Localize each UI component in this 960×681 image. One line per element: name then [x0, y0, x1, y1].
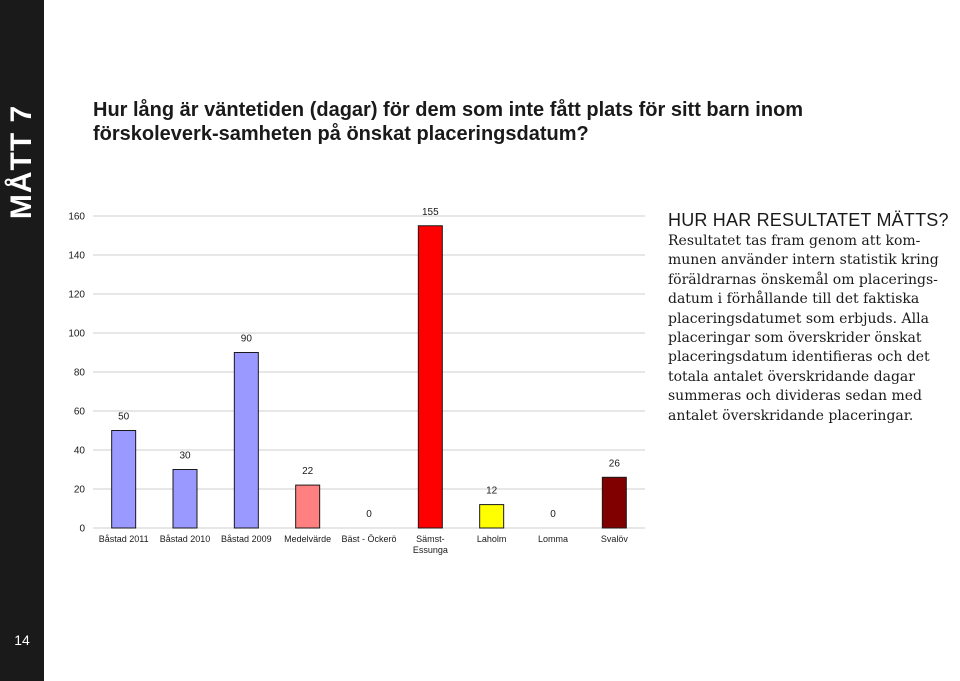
bar [480, 505, 504, 528]
y-tick-label: 160 [68, 211, 85, 223]
x-tick-label: Svalöv [600, 534, 628, 544]
bar [173, 470, 197, 529]
data-label: 26 [608, 458, 620, 470]
bar [602, 477, 626, 528]
y-tick-label: 60 [73, 406, 85, 418]
y-tick-label: 0 [79, 523, 85, 535]
data-label: 30 [179, 450, 191, 462]
bar [112, 431, 136, 529]
x-tick-label: Lomma [537, 534, 569, 544]
x-tick-label: Medelvärde [284, 534, 332, 544]
page-number: 14 [14, 632, 30, 648]
x-tick-label: Laholm [476, 534, 507, 544]
data-label: 22 [302, 466, 314, 478]
data-label: 50 [118, 411, 130, 423]
bar [296, 485, 320, 528]
data-label: 0 [366, 509, 372, 520]
section-label: MÅTT 7 [5, 104, 38, 220]
bar-chart [55, 200, 645, 570]
x-tick-label: Båstad 2009 [221, 534, 272, 544]
info-text: Resultatet tas fram genom att kom-munen använder intern statistik kring föräldrarnas önskemål om placerings-datum i förhållande till det faktiska placeringsdatumet som erbjuds. Alla placeringar som överskrider önskat placeringsdatum identifieras och det totala antalet överskridande dagar summeras och divideras sedan med antalet överskridande placeringar. [668, 233, 939, 424]
page-title: Hur lång är väntetiden (dagar) för dem som inte fått plats för sitt barn inom förskoleverk-samheten på önskat placeringsdatum? [93, 99, 804, 145]
info-heading: HUR HAR RESULTATET MÄTTS? [668, 210, 949, 230]
y-tick-label: 120 [68, 289, 85, 301]
data-label: 155 [421, 206, 439, 218]
data-label: 90 [240, 333, 252, 345]
x-tick-label: Båstad 2011 [98, 534, 149, 544]
data-label: 12 [486, 485, 498, 497]
y-tick-label: 40 [73, 445, 85, 457]
y-tick-label: 100 [68, 328, 85, 340]
data-label: 0 [550, 509, 556, 520]
x-tick-label: Bäst - Öckerö [341, 534, 397, 544]
bars [112, 226, 627, 528]
bar [418, 226, 442, 528]
y-tick-label: 80 [73, 367, 85, 379]
bar [234, 353, 258, 529]
y-tick-label: 140 [68, 250, 85, 262]
y-axis-ticks [68, 212, 85, 535]
side-bar [0, 0, 44, 681]
x-tick-label: Sämst-Essunga [412, 534, 448, 555]
x-axis-ticks [99, 534, 629, 555]
y-tick-label: 20 [73, 484, 85, 496]
x-tick-label: Båstad 2010 [159, 534, 211, 544]
